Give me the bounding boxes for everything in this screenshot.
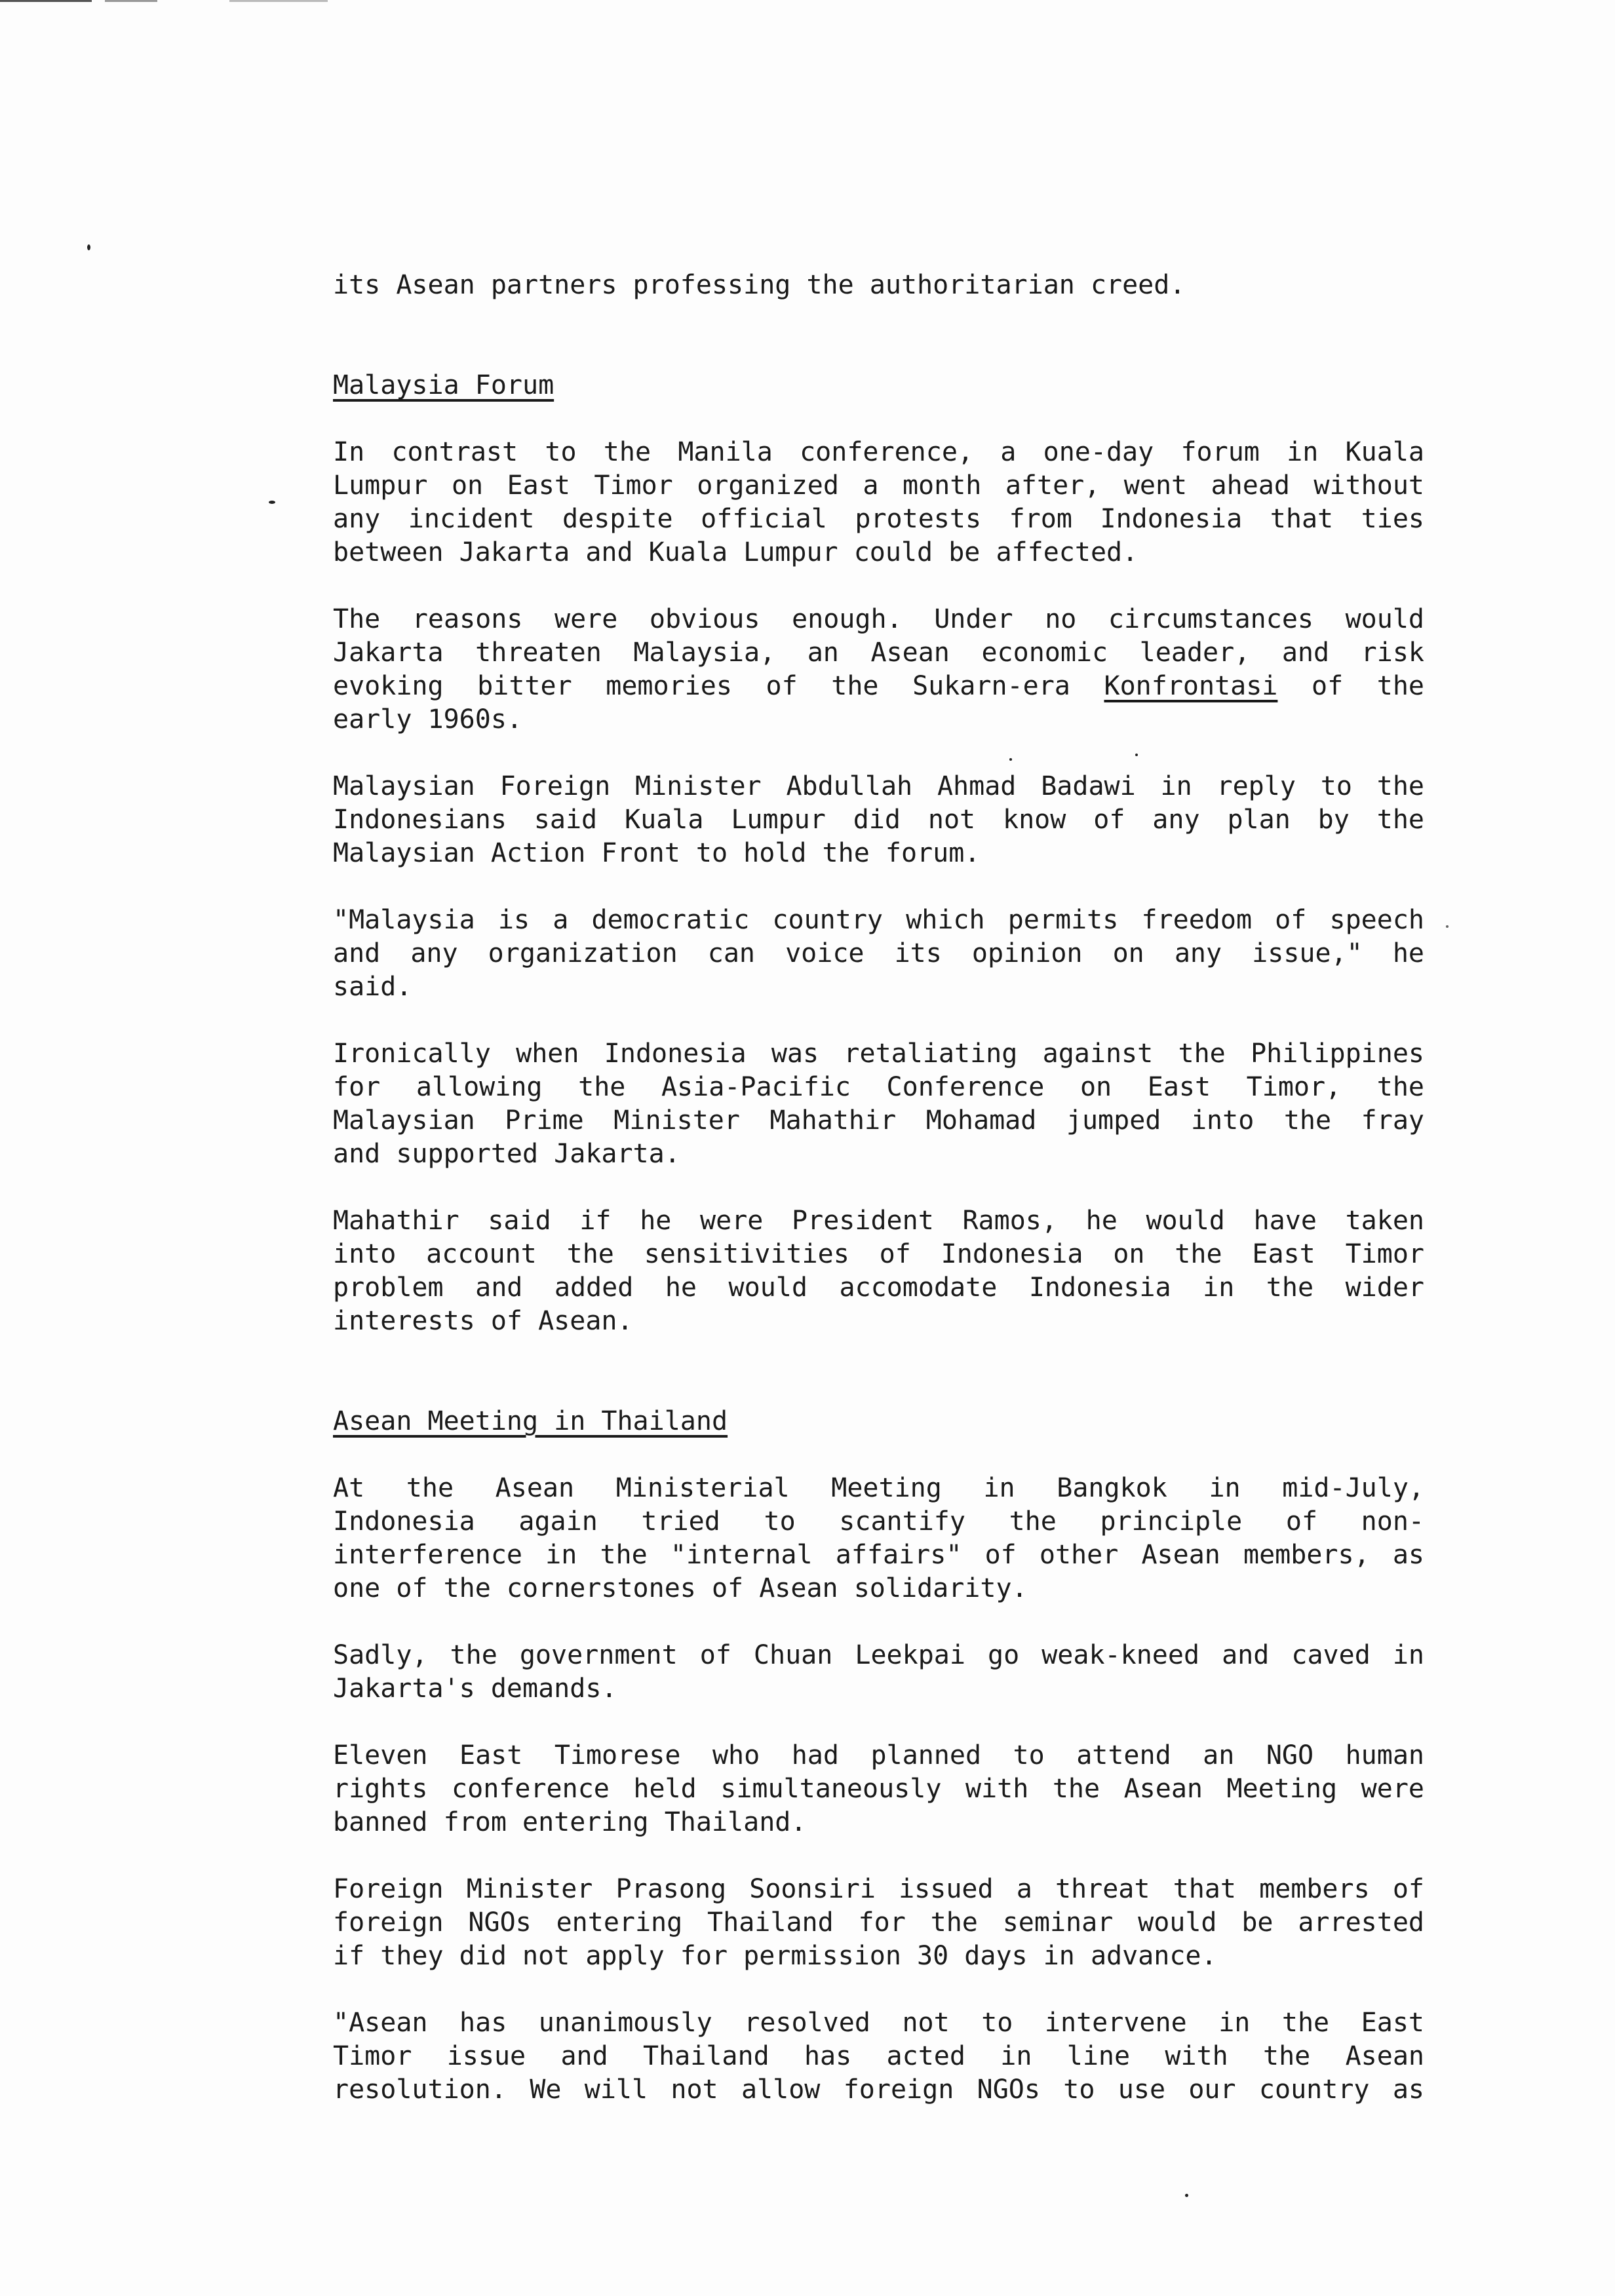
text-line: Jakarta's demands. (333, 1674, 617, 1704)
text-line: Jakarta threaten Malaysia, an Asean economic leader, and risk (333, 638, 1424, 668)
text-line: for allowing the Asia-Pacific Conference on East Timor, the (333, 1072, 1424, 1102)
scan-edge-mark (105, 0, 157, 2)
text-line: Timor issue and Thailand has acted in line with the Asean (333, 2041, 1424, 2071)
scan-speck (1446, 925, 1449, 928)
text-line: Malaysian Prime Minister Mahathir Mohamad jumped into the fray (333, 1105, 1424, 1136)
paragraph (333, 1639, 1424, 1706)
paragraph (333, 1204, 1424, 1338)
paragraph (333, 770, 1424, 870)
section-heading-asean-meeting-thailand: Asean Meeting in Thailand (333, 1406, 728, 1436)
text-line: Malaysian Foreign Minister Abdullah Ahmad Badawi in reply to the (333, 771, 1424, 801)
text-line: The reasons were obvious enough. Under no circumstances would (333, 604, 1424, 634)
scan-speck (269, 501, 275, 504)
paragraph (333, 1472, 1424, 1605)
text-line: problem and added he would accomodate Indonesia in the wider (333, 1272, 1424, 1303)
paragraph (333, 1739, 1424, 1839)
paragraph (333, 904, 1424, 1004)
scan-edge-mark (0, 0, 92, 2)
text-line: "Asean has unanimously resolved not to intervene in the East (333, 2008, 1424, 2038)
text-line: into account the sensitivities of Indonesia on the East Timor (333, 1239, 1424, 1269)
text-line: banned from entering Thailand. (333, 1807, 807, 1837)
text-line: rights conference held simultaneously with the Asean Meeting were (333, 1774, 1424, 1804)
paragraph (333, 1873, 1424, 1973)
text-line: any incident despite official protests from Indonesia that ties (333, 504, 1424, 534)
paragraph (333, 2006, 1424, 2107)
text-line: Sadly, the government of Chuan Leekpai go weak-kneed and caved in (333, 1640, 1424, 1670)
text-line: interests of Asean. (333, 1306, 633, 1336)
scan-speck (1185, 2194, 1188, 2197)
text-line: if they did not apply for permission 30 days in advance. (333, 1941, 1217, 1971)
text-line: Lumpur on East Timor organized a month after, went ahead without (333, 470, 1424, 501)
text-line: between Jakarta and Kuala Lumpur could be affected. (333, 537, 1138, 567)
text-line: Foreign Minister Prasong Soonsiri issued a threat that members of (333, 1874, 1424, 1904)
document-body (333, 269, 1424, 2140)
text-line: resolution. We will not allow foreign NGOs to use our country as (333, 2075, 1424, 2105)
paragraph (333, 1037, 1424, 1171)
scan-edge-mark (229, 0, 328, 2)
paragraph (333, 603, 1424, 737)
opening-line: its Asean partners professing the authoritarian creed. (333, 270, 1186, 300)
text-fragment: evoking bitter memories of the Sukarn-era (333, 671, 1070, 701)
text-line: and supported Jakarta. (333, 1139, 680, 1169)
paragraph (333, 436, 1424, 569)
text-line: Indonesia again tried to scantify the principle of non- (333, 1506, 1424, 1537)
text-fragment: of the (1311, 671, 1424, 701)
text-line: "Malaysia is a democratic country which permits freedom of speech (333, 905, 1424, 935)
text-line: At the Asean Ministerial Meeting in Bangkok in mid-July, (333, 1473, 1424, 1503)
text-line-with-emphasis (333, 670, 1424, 703)
text-line: foreign NGOs entering Thailand for the seminar would be arrested (333, 1907, 1424, 1938)
emphasized-term: Konfrontasi (1104, 671, 1278, 701)
text-line: Ironically when Indonesia was retaliating against the Philippines (333, 1039, 1424, 1069)
text-line: Mahathir said if he were President Ramos, he would have taken (333, 1206, 1424, 1236)
text-line: In contrast to the Manila conference, a one-day forum in Kuala (333, 437, 1424, 467)
scan-speck (87, 244, 90, 250)
text-line: Malaysian Action Front to hold the forum. (333, 838, 981, 868)
text-line: interference in the "internal affairs" of other Asean members, as (333, 1540, 1424, 1570)
text-line: Eleven East Timorese who had planned to attend an NGO human (333, 1740, 1424, 1770)
text-line: one of the cornerstones of Asean solidarity. (333, 1573, 1028, 1603)
text-line: and any organization can voice its opinion on any issue," he (333, 938, 1424, 968)
section-heading-malaysia-forum: Malaysia Forum (333, 370, 555, 400)
text-line: Indonesians said Kuala Lumpur did not know of any plan by the (333, 805, 1424, 835)
text-line: early 1960s. (333, 704, 522, 735)
text-line: said. (333, 972, 412, 1002)
